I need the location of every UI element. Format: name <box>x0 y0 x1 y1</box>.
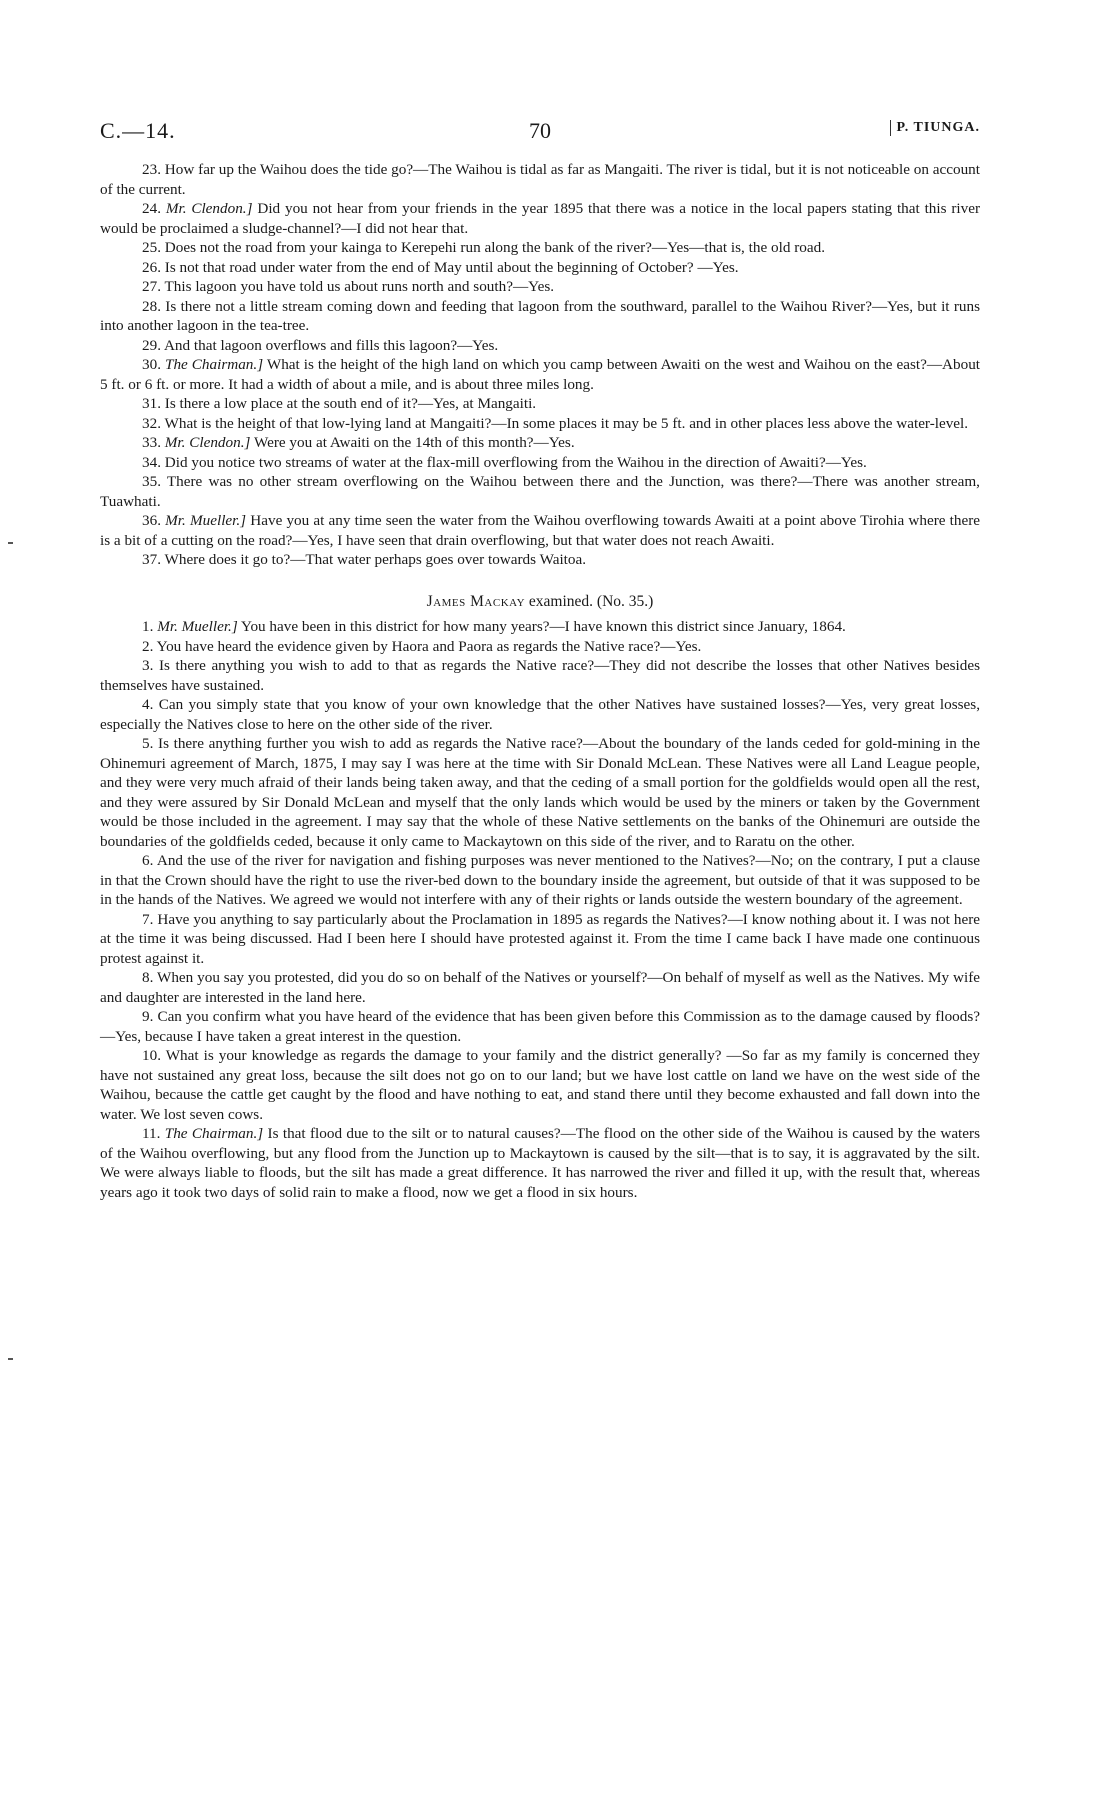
question-text: What is the height of that low-lying land at Mangaiti?—In some places it may be 5 ft. and in other places less above the water-level. <box>164 414 969 432</box>
question-text: Does not the road from your kainga to Kerepehi run along the bank of the river?—Yes—that is, the old road. <box>164 239 825 256</box>
testimony-mackay <box>100 617 980 1202</box>
question-number: 6. <box>142 852 154 869</box>
speaker-label: The Chairman.] <box>165 356 264 373</box>
question-number: 2. <box>142 637 154 655</box>
running-head: P. TIUNGA. <box>890 120 980 136</box>
question-text: There was no other stream overflowing on the Waihou between there and the Junction, was there?—There was another stream, Tuawhati. <box>100 473 980 510</box>
question-paragraph <box>100 336 980 356</box>
question-paragraph <box>100 258 980 278</box>
question-paragraph <box>100 355 980 394</box>
question-paragraph <box>100 394 980 414</box>
question-paragraph <box>100 550 980 570</box>
question-paragraph <box>100 637 980 657</box>
question-text: Have you anything to say particularly about the Proclamation in 1895 as regards the Natives?—I know nothing about it. I was not here at the time it was being discussed. Had I been here I should have protested against it. From the time I came back I have made one continuous protest against it. <box>100 910 980 967</box>
question-paragraph <box>100 1124 980 1202</box>
question-text: Did you not hear from your friends in the year 1895 that there was a notice in the local papers stating that this river would be proclaimed a sludge-channel?—I did not hear that. <box>100 200 981 237</box>
question-text: Is that flood due to the silt or to natural causes?—The flood on the other side of the Waihou is caused by the waters of the Waihou overflowing, but any flood from the Junction up to Mackaytown is caused by the silt—that is to say, it is aggravated by the silt. We were always liable to floods, but the silt has made a great difference. It has narrowed the river and filled it up, with the result that, whereas years ago it took two days of solid rain to make a flood, now we get a flood in six hours. <box>100 1125 980 1201</box>
question-text: Have you at any time seen the water from the Waihou overflowing towards Awaiti at a point above Tirohia where there is a bit of a cutting on the road?—Yes, I have seen that drain overflowing, but that water does not reach Awaiti. <box>100 512 981 549</box>
witness-heading <box>100 592 980 612</box>
question-number: 5. <box>142 735 154 752</box>
question-number: 29. <box>142 336 161 354</box>
testimony-tiunga <box>100 160 980 570</box>
question-paragraph <box>100 297 980 336</box>
document-code: C.—14. <box>100 118 176 143</box>
question-number: 28. <box>142 297 161 315</box>
question-number: 11. <box>142 1125 161 1142</box>
question-paragraph <box>100 656 980 695</box>
question-number: 7. <box>142 910 154 928</box>
question-number: 24. <box>142 200 161 217</box>
question-number: 1. <box>142 618 154 635</box>
question-text: Is there anything further you wish to add as regards the Native race?—About the boundary of the lands ceded for gold-mining in the Ohinemuri agreement of March, 1875, I may say I was here at the time with Sir Donald McLean. These Natives were all Land League people, and they were very much afraid of their lands being taken away, and that the ceding of a small portion for the goldfields would open all the rest, and they were assured by Sir Donald McLean and myself that the only lands which would be used by the miners or taken by the Government would be those included in the agreement. I may say that the whole of these Native settlements on the banks of the Ohinemuri are outside the boundaries of the goldfields ceded, because it only came to Mackaytown on this side of the river, and to Raratu on the other. <box>100 735 980 850</box>
speaker-label: Mr. Mueller.] <box>165 512 247 529</box>
question-number: 35. <box>142 473 161 490</box>
question-text: And the use of the river for navigation and fishing purposes was never mentioned to the Natives?—No; on the contrary, I put a clause in that the Crown should have the right to use the river-bed down to the boundary inside the agreement, but outside of that it was supposed to be in the hands of the Natives. We agreed we would not interfere with any of their rights or lands outside the western boundary of the agreement. <box>100 852 980 908</box>
witness-heading-rest: examined. (No. 35.) <box>528 592 654 610</box>
question-number: 23. <box>142 161 161 178</box>
question-text: Is there not a little stream coming down and feeding that lagoon from the southward, parallel to the Waihou River?—Yes, but it runs into another lagoon in the tea-tree. <box>100 297 980 334</box>
margin-mark <box>8 1358 13 1360</box>
question-number: 34. <box>142 453 161 471</box>
question-number: 4. <box>142 696 154 713</box>
question-text: You have been in this district for how many years?—I have known this district since January, 1864. <box>241 618 846 635</box>
question-paragraph <box>100 1046 980 1124</box>
question-number: 30. <box>142 356 161 373</box>
speaker-label: The Chairman.] <box>164 1125 264 1142</box>
question-paragraph <box>100 910 980 969</box>
question-text: Is there a low place at the south end of it?—Yes, at Mangaiti. <box>164 395 537 412</box>
question-text: When you say you protested, did you do so on behalf of the Natives or yourself?—On behalf of myself as well as the Natives. My wife and daughter are interested in the land here. <box>100 969 980 1006</box>
question-text: Did you notice two streams of water at the flax-mill overflowing from the Waihou in the direction of Awaiti?—Yes. <box>164 453 867 471</box>
question-number: 32. <box>142 414 161 432</box>
margin-mark <box>8 542 13 544</box>
page-header <box>100 118 980 148</box>
question-text: You have heard the evidence given by Haora and Paora as regards the Native race?—Yes. <box>156 637 702 655</box>
question-number: 10. <box>142 1047 161 1064</box>
document-body <box>100 160 980 1202</box>
question-number: 25. <box>142 239 161 256</box>
question-paragraph <box>100 414 980 434</box>
speaker-label: Mr. Mueller.] <box>157 618 238 635</box>
question-text: What is the height of the high land on which you camp between Awaiti on the west and Waihou on the east?—About 5 ft. or 6 ft. or more. It had a width of about a mile, and is about three miles long. <box>100 356 981 393</box>
question-text: Were you at Awaiti on the 14th of this month?—Yes. <box>253 434 575 451</box>
speaker-label: Mr. Clendon.] <box>164 434 251 451</box>
speaker-label: Mr. Clendon.] <box>165 200 253 217</box>
question-paragraph <box>100 968 980 1007</box>
question-text: Can you simply state that you know of your own knowledge that the other Natives have sustained losses?—Yes, very great losses, especially the Natives close to here on the other side of the river. <box>100 696 981 733</box>
question-text: What is your knowledge as regards the damage to your family and the district generally? —So far as my family is concerned they have not sustained any great loss, because the silt does not go on to our land; but we have lost cattle on land we have on the west side of the Waihou, because the cattle get caught by the flood and have nothing to eat, and stand there until they become exhausted and fall down into the water. We lost seven cows. <box>100 1047 980 1123</box>
question-text: Is there anything you wish to add to that as regards the Native race?—They did not describe the losses that other Natives besides themselves have sustained. <box>100 657 981 694</box>
question-paragraph <box>100 851 980 910</box>
question-text: Can you confirm what you have heard of the evidence that has been given before this Commission as to the damage caused by floods?—Yes, because I have taken a great interest in the question. <box>100 1008 981 1045</box>
question-number: 9. <box>142 1008 154 1025</box>
question-paragraph <box>100 238 980 258</box>
question-paragraph <box>100 453 980 473</box>
question-paragraph <box>100 277 980 297</box>
question-paragraph <box>100 433 980 453</box>
question-number: 31. <box>142 395 161 412</box>
question-paragraph <box>100 160 980 199</box>
question-paragraph <box>100 511 980 550</box>
question-number: 33. <box>142 434 161 451</box>
question-text: How far up the Waihou does the tide go?—The Waihou is tidal as far as Mangaiti. The river is tidal, but it is not noticeable on account of the current. <box>100 161 980 198</box>
question-number: 37. <box>142 551 161 568</box>
question-paragraph <box>100 617 980 637</box>
question-number: 26. <box>142 258 161 276</box>
question-text: Is not that road under water from the end of May until about the beginning of October? —Yes. <box>164 258 739 276</box>
page-number: 70 <box>529 118 551 143</box>
question-paragraph <box>100 734 980 851</box>
question-number: 3. <box>142 657 154 674</box>
question-text: Where does it go to?—That water perhaps goes over towards Waitoa. <box>164 551 587 568</box>
question-number: 27. <box>142 278 161 295</box>
question-paragraph <box>100 472 980 511</box>
witness-name: James Mackay <box>426 592 526 610</box>
question-paragraph <box>100 199 980 238</box>
question-number: 36. <box>142 512 161 529</box>
question-paragraph <box>100 1007 980 1046</box>
question-text: And that lagoon overflows and fills this lagoon?—Yes. <box>163 336 499 354</box>
question-text: This lagoon you have told us about runs north and south?—Yes. <box>164 278 555 295</box>
question-number: 8. <box>142 969 154 986</box>
question-paragraph <box>100 695 980 734</box>
